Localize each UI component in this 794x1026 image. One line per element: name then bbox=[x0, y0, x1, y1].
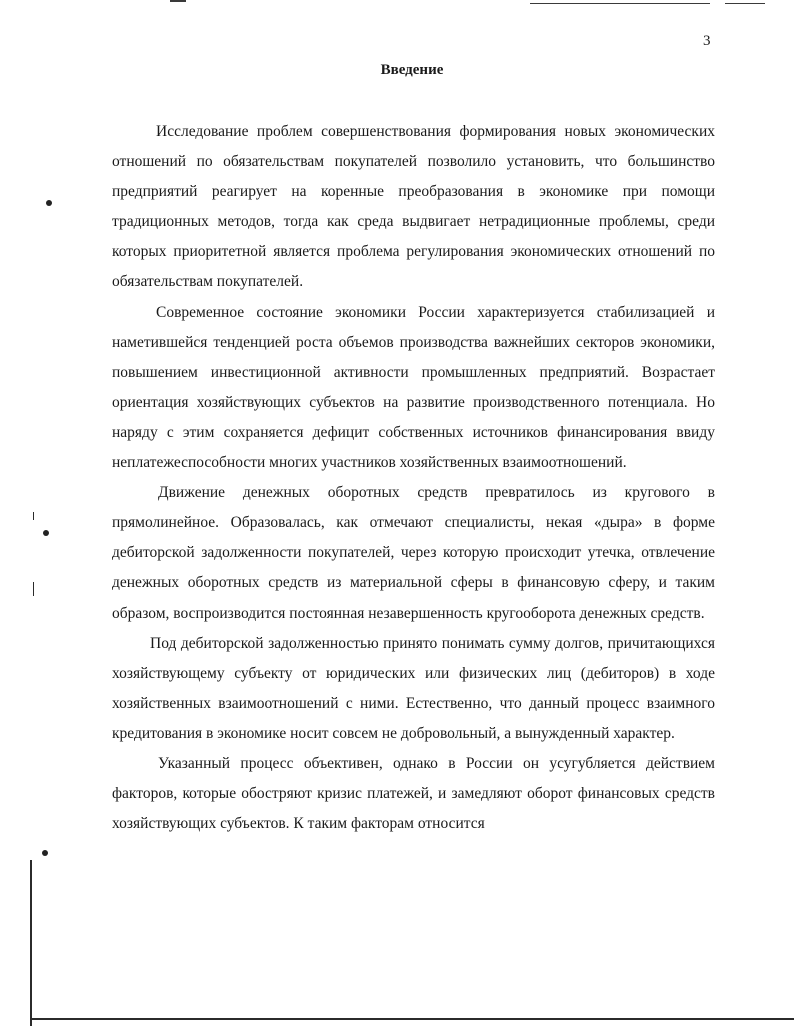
margin-dot bbox=[42, 850, 48, 856]
scan-artifact-top-right bbox=[530, 3, 710, 4]
paragraph: Под дебиторской задолженностью принято понимать сумму долгов, причитающихся хозяйствующему субъекту от юридических или физических лиц (дебиторов) в ходе хозяйственных взаимоотношений с ними. Естественно, что данный процесс взаимного кредитования в экономике носит совсем не добровольный, а вынужденный характер. bbox=[112, 634, 715, 742]
page-number: 3 bbox=[703, 33, 711, 49]
paragraph: Современное состояние экономики России характеризуется стабилизацией и наметившейся тенденцией роста объемов производства важнейших секторов экономики, повышением инвестиционной активности промышленных предприятий. Возрастает ориентация хозяйствующих субъектов на развитие производственного потенциала. Но наряду с этим сохраняется дефицит собственных источников финансирования ввиду неплатежеспособности многих участников хозяйственных взаимоотношений. bbox=[112, 303, 715, 472]
margin-dot bbox=[46, 200, 52, 206]
paragraph: Указанный процесс объективен, однако в России он усугубляется действием факторов, которые обостряют кризис платежей, и замедляют оборот финансовых средств хозяйствующих субъектов. К таким факторам относится bbox=[112, 754, 715, 833]
scan-edge-bottom bbox=[30, 1018, 794, 1020]
scan-artifact-top-left bbox=[170, 0, 186, 2]
paragraph: Движение денежных оборотных средств превратилось из кругового в прямолинейное. Образовалась, как отмечают специалисты, некая «дыра» в форме дебиторской задолженности покупателей, через которую происходит утечка, отвлечение денежных оборотных средств из материальной сферы в финансовую сферу, и таким образом, воспроизводится постоянная незавершенность кругооборота денежных средств. bbox=[112, 484, 715, 622]
scan-edge-left bbox=[30, 860, 32, 1026]
body-text bbox=[112, 117, 715, 839]
paragraph: Исследование проблем совершенствования формирования новых экономических отношений по обязательствам покупателей позволило установить, что большинство предприятий реагирует на коренные преобразования в экономике при помощи традиционных методов, тогда как среда выдвигает нетрадиционные проблемы, среди которых приоритетной является проблема регулирования экономических отношений по обязательствам покупателей. bbox=[112, 123, 715, 291]
margin-dot bbox=[43, 530, 49, 536]
margin-mark bbox=[33, 582, 34, 596]
page-title: Введение bbox=[380, 62, 444, 78]
scan-artifact-top-far-right bbox=[725, 3, 765, 4]
margin-mark bbox=[33, 512, 34, 520]
